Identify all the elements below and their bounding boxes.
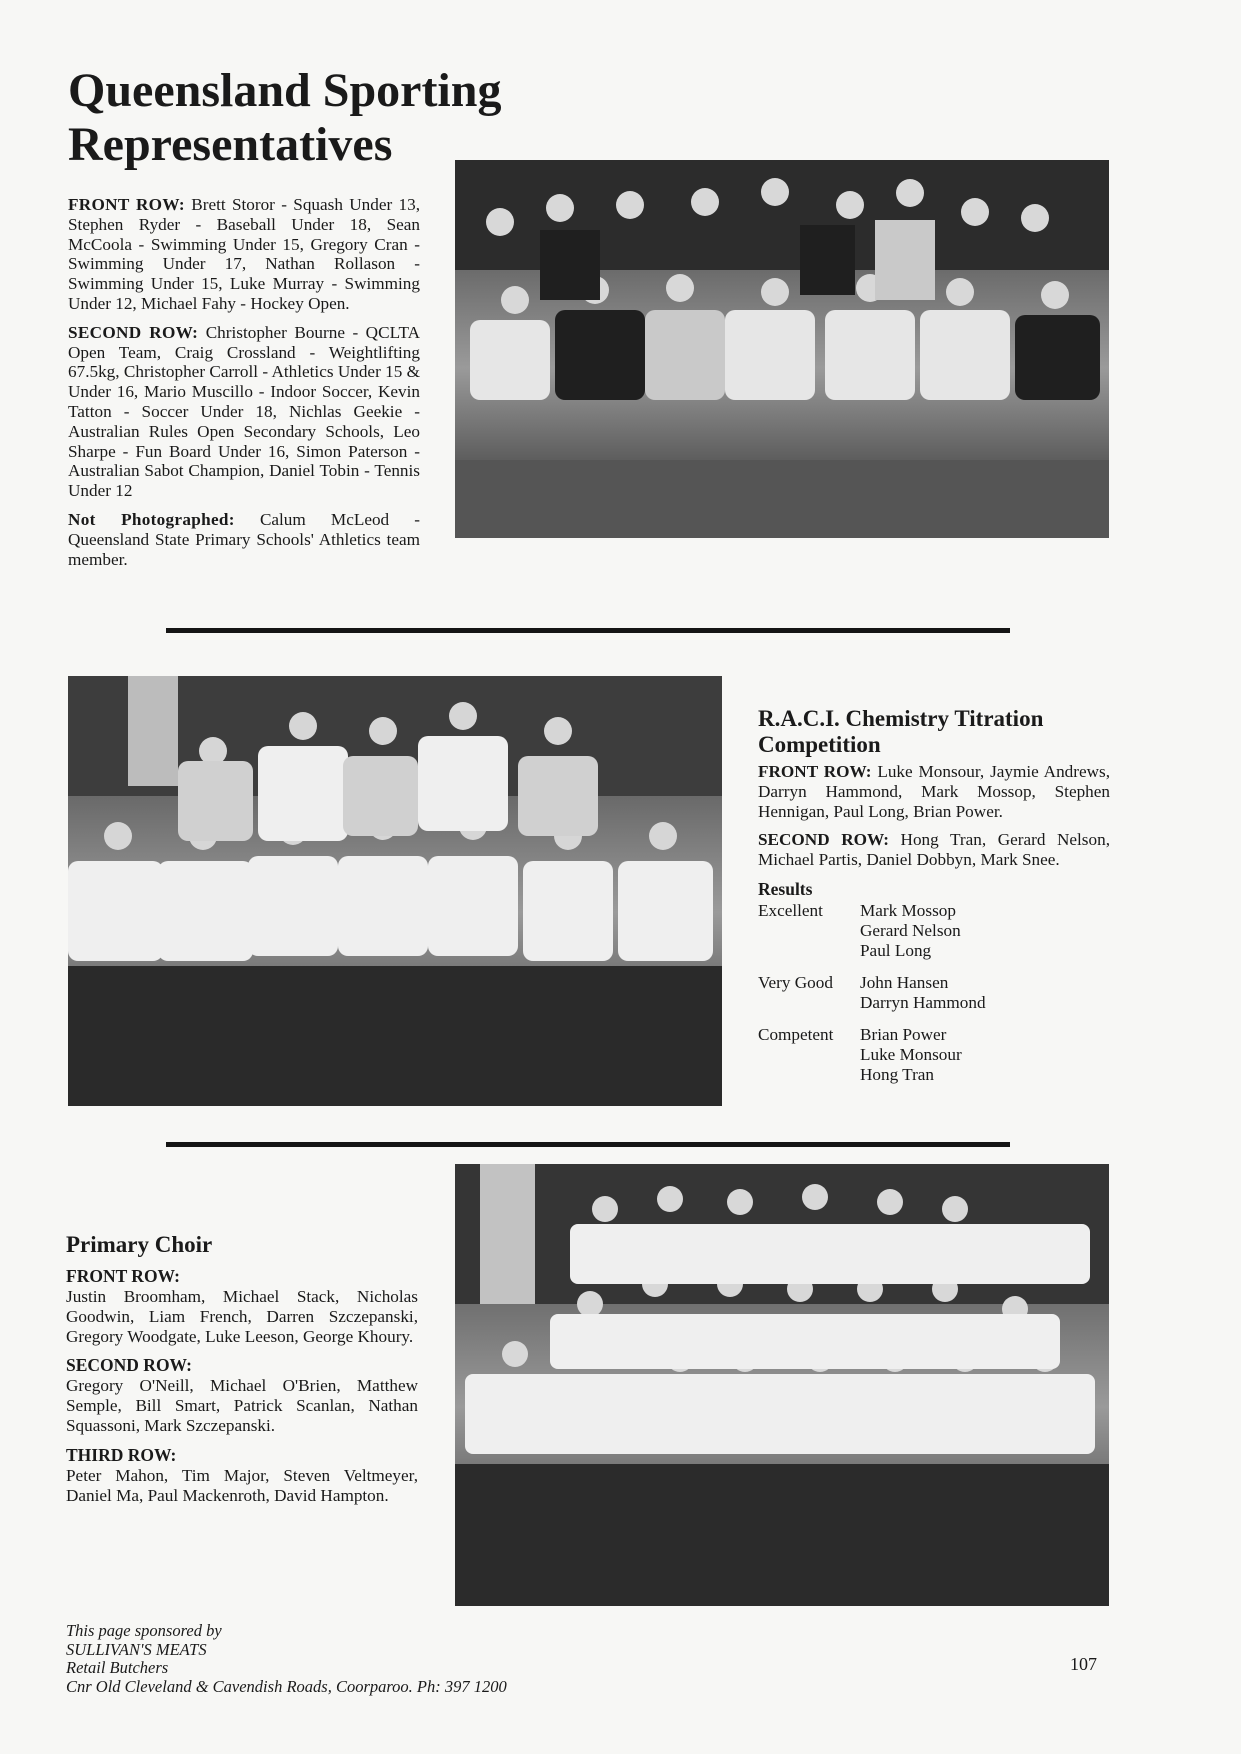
chemistry-second-row-text: Hong Tran, Gerard Nelson, Michael Partis, Daniel Dobbyn, Mark Snee.	[758, 830, 1110, 870]
sponsor-block	[66, 1622, 507, 1696]
chemistry-second-row-paragraph	[758, 830, 1110, 870]
qld-team-photo	[455, 160, 1109, 538]
qld-second-row-paragraph	[68, 323, 420, 501]
result-name: Hong Tran	[860, 1064, 935, 1084]
choir-second-row-label: SECOND ROW:	[66, 1355, 192, 1376]
choir-third-row-label: THIRD ROW:	[66, 1444, 177, 1465]
chemistry-team-photo-figures	[68, 676, 722, 1106]
results-names	[860, 973, 986, 1013]
chemistry-caption	[758, 706, 1110, 1097]
choir-heading: Primary Choir	[66, 1232, 213, 1257]
chemistry-team-photo	[68, 676, 722, 1106]
qld-not-photographed-text: Calum McLeod - Queensland State Primary Schools' Athletics team member.	[68, 509, 420, 569]
choir-second-row-text: Gregory O'Neill, Michael O'Brien, Matthew Semple, Bill Smart, Patrick Scanlan, Nathan Squassoni, Mark Szczepanski.	[66, 1376, 418, 1435]
result-name: Gerard Nelson	[860, 920, 961, 940]
result-name: Brian Power	[860, 1024, 947, 1044]
result-name: Darryn Hammond	[860, 992, 986, 1012]
sponsor-line-3: Retail Butchers	[66, 1658, 169, 1677]
page-title-line-2: Representatives	[68, 118, 393, 171]
choir-photo-figures	[455, 1164, 1109, 1606]
qld-caption	[68, 195, 420, 578]
results-heading: Results	[758, 878, 813, 899]
sponsor-line-1: This page sponsored by	[66, 1621, 222, 1640]
qld-front-row-paragraph	[68, 195, 420, 314]
chemistry-front-row-paragraph	[758, 762, 1110, 821]
qld-front-row-label: FRONT ROW:	[68, 195, 185, 214]
qld-team-photo-figures	[455, 160, 1109, 538]
results-row-very-good	[758, 973, 1110, 1013]
results-row-excellent	[758, 901, 1110, 961]
qld-front-row-text: Brett Storor - Squash Under 13, Stephen Ryder - Baseball Under 18, Sean McCoola - Swimming Under 15, Gregory Cran - Swimming Under 17, Nathan Rollason - Swimming Under 15, Luke Murray - Swimming Under 12, Michael Fahy - Hockey Open.	[68, 195, 421, 313]
sponsor-line-2: SULLIVAN'S MEATS	[66, 1639, 207, 1659]
results-names	[860, 1025, 962, 1085]
page-number: 107	[1070, 1654, 1097, 1674]
choir-third-row-text: Peter Mahon, Tim Major, Steven Veltmeyer, Daniel Ma, Paul Mackenroth, David Hampton.	[66, 1465, 418, 1505]
sponsor-line-4: Cnr Old Cleveland & Cavendish Roads, Coorparoo. Ph: 397 1200	[66, 1676, 507, 1696]
qld-second-row-label: SECOND ROW:	[68, 322, 199, 342]
chemistry-heading-line-1: R.A.C.I. Chemistry Titration	[758, 706, 1044, 731]
chemistry-second-row-label: SECOND ROW:	[758, 830, 889, 850]
chemistry-heading-line-2: Competition	[758, 732, 881, 757]
choir-photo	[455, 1164, 1109, 1606]
choir-front-row-text: Justin Broomham, Michael Stack, Nicholas Goodwin, Liam French, Darren Szczepanski, Gregory Woodgate, Luke Leeson, George Khoury.	[66, 1287, 418, 1346]
choir-front-row-label: FRONT ROW:	[66, 1266, 180, 1286]
result-name: Mark Mossop	[860, 900, 956, 920]
page-title-line-1: Queensland Sporting	[68, 64, 502, 117]
page-title	[68, 64, 548, 172]
result-name: Luke Monsour	[860, 1044, 962, 1064]
section-divider-2	[166, 1142, 1010, 1147]
results-label: Competent	[758, 1024, 834, 1044]
results-names	[860, 901, 961, 961]
result-name: Paul Long	[860, 940, 932, 960]
qld-second-row-text: Christopher Bourne - QCLTA Open Team, Craig Crossland - Weightlifting 67.5kg, Christopher Carroll - Athletics Under 15 & Under 16, Mario Muscillo - Indoor Soccer, Kevin Tatton - Soccer Under 18, Nichlas Geekie - Australian Rules Open Secondary Schools, Leo Sharpe - Fun Board Under 16, Simon Paterson - Australian Sabot Champion, Daniel Tobin - Tennis Under 12	[68, 322, 421, 501]
choir-caption	[66, 1232, 418, 1514]
chemistry-front-row-label: FRONT ROW:	[758, 762, 872, 781]
results-table	[758, 901, 1110, 1085]
qld-not-photographed-paragraph	[68, 510, 420, 569]
chemistry-front-row-text: Luke Monsour, Jaymie Andrews, Darryn Hammond, Mark Mossop, Stephen Hennigan, Paul Long, Brian Power.	[758, 762, 1111, 821]
results-label: Excellent	[758, 900, 823, 920]
result-name: John Hansen	[860, 972, 949, 992]
section-divider-1	[166, 628, 1010, 633]
results-row-competent	[758, 1025, 1110, 1085]
results-label: Very Good	[758, 972, 833, 992]
chemistry-heading	[758, 706, 1110, 758]
qld-not-photographed-label: Not Photographed:	[68, 509, 235, 529]
